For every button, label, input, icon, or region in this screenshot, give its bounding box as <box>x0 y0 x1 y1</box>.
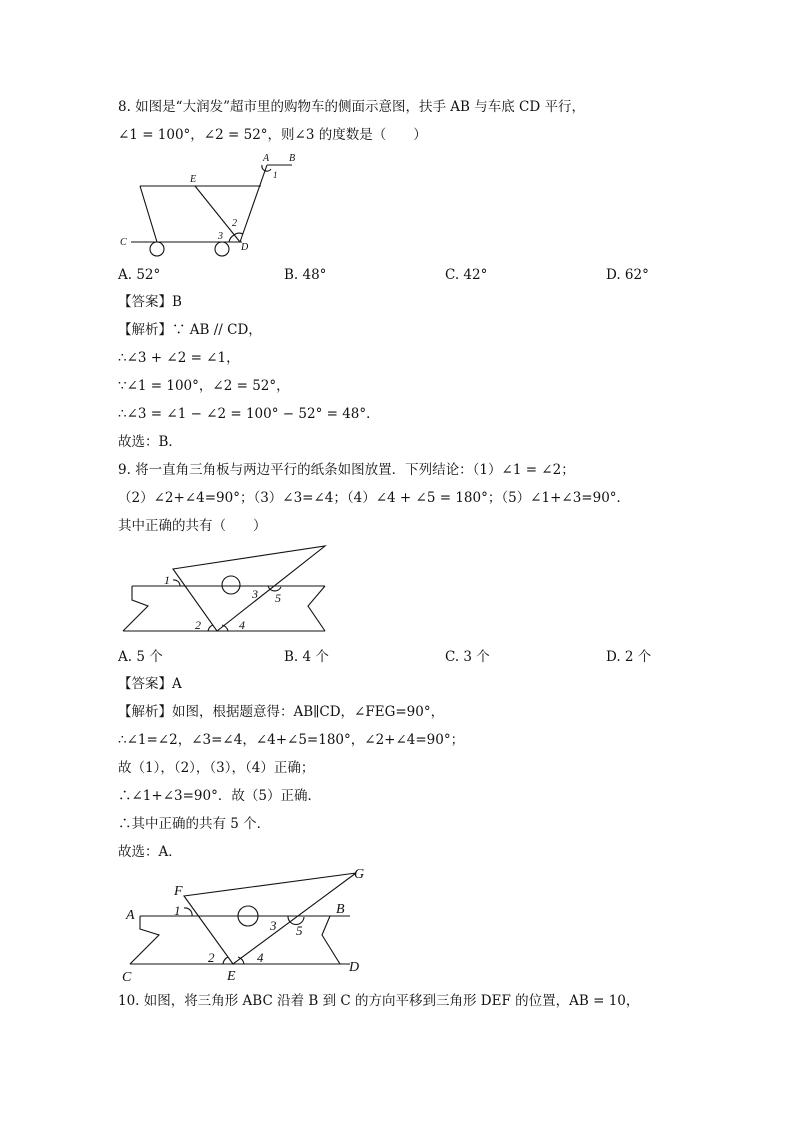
q8-analysis-line-3: ∵∠1 = 100°，∠2 = 52°， <box>118 378 290 394</box>
q9-triangle-strip-figure <box>118 540 333 640</box>
q8-label-3: 3 <box>218 231 223 242</box>
q9-analysis-line-6: 故选：A． <box>118 844 182 860</box>
q8-angle-2-arc <box>234 233 243 235</box>
q9-stem-line-1: 9. 将一直角三角板与两边平行的纸条如图放置．下列结论：（1）∠1 = ∠2； <box>118 462 575 478</box>
q8-label-b: B <box>289 153 296 164</box>
q8-option-b: B. 48° <box>284 267 327 283</box>
q8-analysis-line-5: 故选：B． <box>118 434 182 450</box>
q9s-label-e: E <box>227 969 236 984</box>
q9-label-2: 2 <box>195 618 201 632</box>
q9-strip-right-edge <box>308 586 325 631</box>
q8-left-edge <box>140 186 157 242</box>
q8-analysis-line-1: 【解析】∵ AB // CD， <box>118 322 262 338</box>
q9s-strip-right-edge <box>322 916 340 964</box>
q8-option-d: D. 62° <box>606 267 649 283</box>
q9-angle-1-arc <box>173 580 180 586</box>
q9s-label-a: A <box>126 908 135 923</box>
q8-label-e: E <box>190 174 197 185</box>
q9-analysis-line-3: 故（1），（2），（3），（4）正确； <box>118 760 315 776</box>
q9-stem-line-2: （2）∠2+∠4=90°；（3）∠3=∠4；（4）∠4 + ∠5 = 180°；（5）∠1+∠3=90°． <box>118 490 631 506</box>
q8-angle-3-arc <box>229 235 234 242</box>
q9-triangle-hole <box>222 576 240 594</box>
q9s-label-3: 3 <box>270 918 277 933</box>
q9-label-1: 1 <box>164 573 170 587</box>
q9s-label-g: G <box>354 867 365 882</box>
q8-label-d: D <box>241 242 249 253</box>
q9-angle-2-arc <box>208 625 213 631</box>
q8-analysis-line-2: ∴∠3 + ∠2 = ∠1， <box>118 350 240 366</box>
q8-option-c: C. 42° <box>445 267 488 283</box>
q9s-label-f: F <box>174 884 183 899</box>
q9s-label-c: C <box>122 970 132 985</box>
q8-answer: 【答案】B <box>118 294 182 310</box>
q9-option-b: B. 4 个 <box>284 649 329 665</box>
q8-wheel-right <box>215 242 229 256</box>
q8-wheel-left <box>150 242 164 256</box>
q9s-label-d: D <box>349 960 360 975</box>
q9s-label-1: 1 <box>174 903 181 918</box>
q9-label-5: 5 <box>275 591 281 605</box>
q9-analysis-line-5: ∴其中正确的共有 5 个． <box>118 816 271 832</box>
q9-option-c: C. 3 个 <box>445 649 490 665</box>
q9-answer: 【答案】A <box>118 676 182 692</box>
q8-label-2: 2 <box>232 218 237 229</box>
q9-analysis-line-2: ∴∠1=∠2，∠3=∠4，∠4+∠5=180°，∠2+∠4=90°； <box>118 732 465 748</box>
q8-stem-line-2: ∠1 = 100°，∠2 = 52°，则∠3 的度数是（ ） <box>118 127 427 143</box>
q9-option-d: D. 2 个 <box>606 649 652 665</box>
q9-stem-line-3: 其中正确的共有（ ） <box>118 518 267 534</box>
q8-option-a: A. 52° <box>118 267 161 283</box>
q8-stem-line-1: 8. 如图是“大润发”超市里的购物车的侧面示意图，扶手 AB 与车底 CD 平行， <box>118 99 585 115</box>
q9s-label-b: B <box>336 902 345 917</box>
q9-analysis-line-1: 【解析】如图，根据题意得：AB∥CD，∠FEG=90°， <box>118 704 445 720</box>
q10-stem-line-1: 10. 如图，将三角形 ABC 沿着 B 到 C 的方向平移到三角形 DEF 的位置，AB = 10， <box>118 993 640 1009</box>
q9s-angle-4-arc <box>238 957 244 964</box>
q9s-strip-left-edge <box>130 916 159 964</box>
q8-right-edge <box>240 165 267 242</box>
q9-analysis-line-4: ∴∠1+∠3=90°．故（5）正确． <box>118 788 321 804</box>
q9s-label-4: 4 <box>257 950 264 965</box>
q8-label-a: A <box>263 153 270 164</box>
q8-label-1: 1 <box>273 170 278 180</box>
q9-option-a: A. 5 个 <box>118 649 163 665</box>
q9s-angle-2-arc <box>223 957 228 964</box>
q9s-angle-1-arc <box>184 908 192 916</box>
q9s-label-2: 2 <box>208 950 215 965</box>
q9-strip-left-edge <box>123 586 148 631</box>
q8-shopping-cart-figure <box>115 150 305 260</box>
q9s-label-5: 5 <box>296 923 303 938</box>
q9-solution-figure <box>118 860 373 985</box>
q8-analysis-line-4: ∴∠3 = ∠1 − ∠2 = 100° − 52° = 48°． <box>118 406 380 422</box>
q9-label-3: 3 <box>252 587 258 601</box>
q8-label-c: C <box>120 237 127 248</box>
q9-label-4: 4 <box>239 618 245 632</box>
